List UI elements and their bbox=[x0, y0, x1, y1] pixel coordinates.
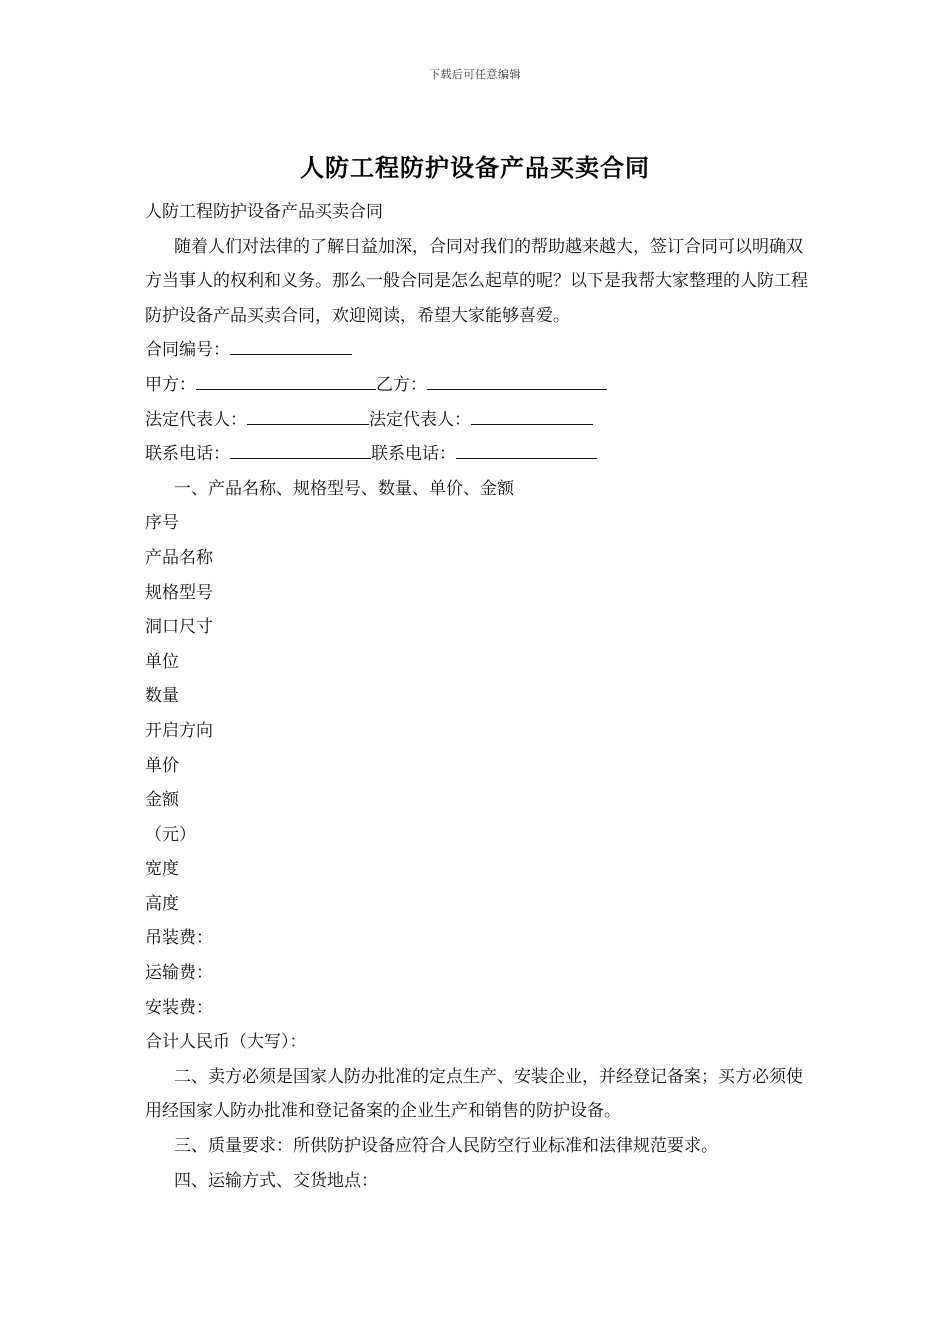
intro-paragraph: 随着人们对法律的了解日益加深，合同对我们的帮助越来越大，签订合同可以明确双方当事人的权利和义务。那么一般合同是怎么起草的呢？以下是我帮大家整理的人防工程防护设备产品买卖合同，欢迎阅读，希望大家能够喜爱。 bbox=[145, 236, 808, 326]
table-item: 安装费： bbox=[145, 997, 213, 1018]
parties-row bbox=[145, 368, 810, 403]
table-item: 产品名称 bbox=[145, 547, 213, 568]
table-item: 序号 bbox=[145, 513, 179, 534]
contract-number-label: 合同编号： bbox=[145, 340, 230, 361]
table-item: 运输费： bbox=[145, 963, 213, 984]
party-a-label: 甲方： bbox=[145, 374, 196, 395]
table-item: 单位 bbox=[145, 651, 179, 672]
tel-b-blank[interactable] bbox=[456, 444, 597, 459]
table-item: 合计人民币（大写）： bbox=[145, 1032, 307, 1053]
tel-a-blank[interactable] bbox=[230, 444, 371, 459]
table-item: 金额 bbox=[145, 790, 179, 811]
section-4-paragraph: 四、运输方式、交货地点： bbox=[174, 1170, 378, 1191]
table-item: 数量 bbox=[145, 686, 179, 707]
table-item: 单价 bbox=[145, 755, 179, 776]
table-item: 高度 bbox=[145, 893, 179, 914]
phones-row bbox=[145, 437, 810, 472]
section-1-heading: 一、产品名称、规格型号、数量、单价、金额 bbox=[174, 478, 514, 499]
contract-number-row bbox=[145, 333, 810, 368]
header-note: 下载后可任意编辑 bbox=[429, 68, 521, 81]
rep-a-blank[interactable] bbox=[247, 410, 369, 425]
table-item: 规格型号 bbox=[145, 582, 213, 603]
section-3-paragraph: 三、质量要求：所供防护设备应符合人民防空行业标准和法律规范要求。 bbox=[174, 1136, 718, 1157]
table-item: 宽度 bbox=[145, 859, 179, 880]
rep-a-label: 法定代表人： bbox=[145, 409, 247, 430]
document-title: 人防工程防护设备产品买卖合同 bbox=[300, 153, 650, 182]
document-subtitle: 人防工程防护设备产品买卖合同 bbox=[145, 202, 383, 222]
table-item: 吊装费： bbox=[145, 928, 213, 949]
tel-a-label: 联系电话： bbox=[145, 444, 230, 465]
table-item: 开启方向 bbox=[145, 720, 213, 741]
section-2-paragraph: 二、卖方必须是国家人防办批准的定点生产、安装企业，并经登记备案；买方必须使用经国家人防办批准和登记备案的企业生产和销售的防护设备。 bbox=[145, 1066, 803, 1122]
party-b-label: 乙方： bbox=[376, 374, 427, 395]
representatives-row bbox=[145, 403, 810, 438]
document-body bbox=[145, 195, 810, 1198]
party-b-blank[interactable] bbox=[427, 375, 607, 390]
rep-b-blank[interactable] bbox=[471, 410, 593, 425]
contract-number-blank[interactable] bbox=[230, 340, 352, 355]
table-item: 洞口尺寸 bbox=[145, 617, 213, 638]
rep-b-label: 法定代表人： bbox=[369, 409, 471, 430]
tel-b-label: 联系电话： bbox=[371, 444, 456, 465]
party-a-blank[interactable] bbox=[196, 375, 376, 390]
table-item: （元） bbox=[145, 824, 196, 845]
